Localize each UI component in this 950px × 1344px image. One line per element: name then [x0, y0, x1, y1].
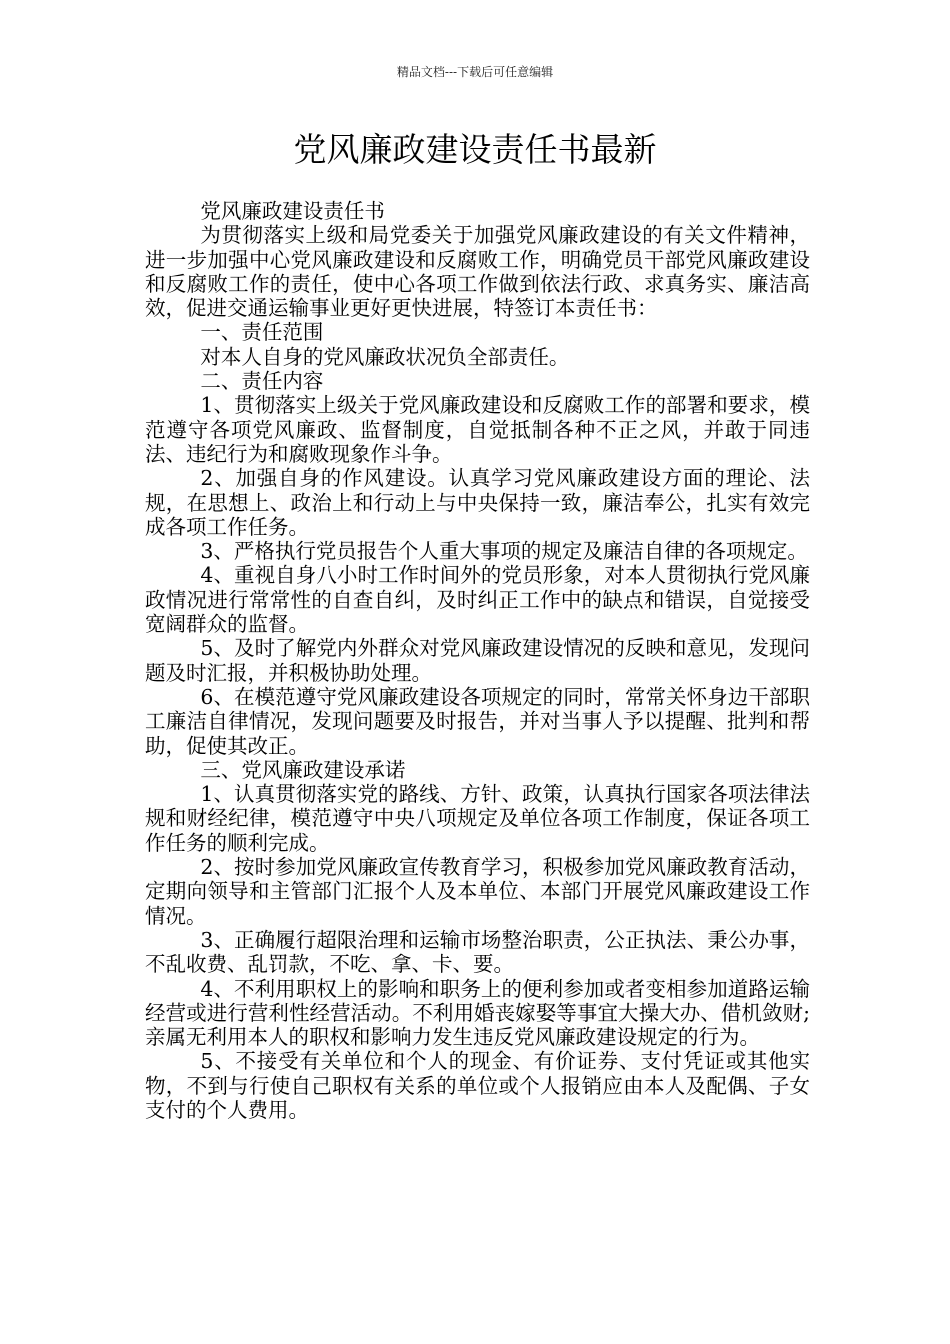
paragraph: 6、在模范遵守党风廉政建设各项规定的同时，常常关怀身边干部职工廉洁自律情况，发现问题要及时报告，并对当事人予以提醒、批判和帮助，促使其改正。 [145, 684, 810, 758]
paragraph: 为贯彻落实上级和局党委关于加强党风廉政建设的有关文件精神，进一步加强中心党风廉政建设和反腐败工作，明确党员干部党风廉政建设和反腐败工作的责任，使中心各项工作做到依法行政、求真务实、廉洁高效，促进交通运输事业更好更快进展，特签订本责任书： [145, 223, 810, 321]
paragraph: 4、重视自身八小时工作时间外的党员形象，对本人贯彻执行党风廉政情况进行常常性的自查自纠，及时纠正工作中的缺点和错误，自觉接受宽阔群众的监督。 [145, 563, 810, 637]
paragraph: 三、党风廉政建设承诺 [200, 757, 406, 782]
paragraph: 3、严格执行党员报告个人重大事项的规定及廉洁自律的各项规定。 [200, 539, 808, 564]
paragraph: 一、责任范围 [200, 320, 324, 345]
header-note: 精品文档---下载后可任意编辑 [396, 65, 554, 79]
paragraph: 对本人自身的党风廉政状况负全部责任。 [200, 344, 570, 369]
paragraph: 5、及时了解党内外群众对党风廉政建设情况的反映和意见，发现问题及时汇报，并积极协助处理。 [145, 636, 810, 685]
paragraph: 2、按时参加党风廉政宣传教育学习，积极参加党风廉政教育活动，定期向领导和主管部门汇报个人及本单位、本部门开展党风廉政建设工作情况。 [145, 855, 810, 928]
document-title: 党风廉政建设责任书最新 [293, 130, 657, 169]
document-body [145, 199, 810, 1122]
paragraph: 1、贯彻落实上级关于党风廉政建设和反腐败工作的部署和要求，模范遵守各项党风廉政、监督制度，自觉抵制各种不正之风，并敢于同违法、违纪行为和腐败现象作斗争。 [145, 393, 810, 466]
paragraph: 二、责任内容 [200, 369, 324, 394]
paragraph: 3、正确履行超限治理和运输市场整治职责，公正执法、秉公办事，不乱收费、乱罚款，不吃、拿、卡、要。 [145, 927, 810, 977]
paragraph: 党风廉政建设责任书 [200, 199, 385, 223]
paragraph: 4、不利用职权上的影响和职务上的便利参加或者变相参加道路运输经营或进行营利性经营活动。不利用婚丧嫁娶等事宜大操大办、借机敛财;亲属无利用本人的职权和影响力发生违反党风廉政建设规定的行为。 [145, 976, 810, 1050]
paragraph: 1、认真贯彻落实党的路线、方针、政策，认真执行国家各项法律法规和财经纪律，模范遵守中央八项规定及单位各项工作制度，保证各项工作任务的顺利完成。 [145, 782, 810, 855]
paragraph: 5、不接受有关单位和个人的现金、有价证券、支付凭证或其他实物，不到与行使自己职权有关系的单位或个人报销应由本人及配偶、子女支付的个人费用。 [145, 1049, 810, 1122]
paragraph: 2、加强自身的作风建设。认真学习党风廉政建设方面的理论、法规，在思想上、政治上和行动上与中央保持一致，廉洁奉公，扎实有效完成各项工作任务。 [145, 466, 810, 539]
